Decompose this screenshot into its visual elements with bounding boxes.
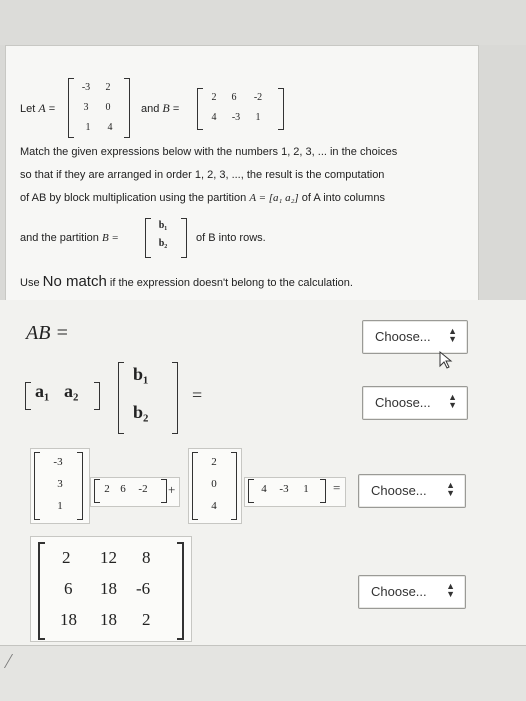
bracket-right [161, 479, 167, 503]
column-cell: 0 [211, 478, 217, 490]
matrix-cell: 8 [142, 548, 151, 567]
choice-select-label: Choose... [371, 483, 427, 498]
no-match-instruction: Use No match if the expression doesn't belong to the calculation. [20, 273, 353, 290]
select-arrows-icon: ▲ ▼ [448, 326, 457, 344]
bracket-right [177, 542, 184, 640]
bracket-left [68, 78, 74, 138]
matrix-b-cell: 1 [255, 112, 261, 123]
let-label: Let A = [20, 101, 56, 115]
row-cell: 4 [261, 483, 267, 495]
matrix-a-cell: -3 [81, 82, 91, 93]
bracket-left [25, 382, 31, 410]
matrix-a-cell: 4 [107, 122, 113, 133]
choice-select-label: Choose... [371, 584, 427, 599]
bottom-bar [0, 645, 526, 701]
bracket-right [94, 382, 100, 410]
matrix-cell: -6 [136, 579, 151, 598]
top-strip [0, 0, 526, 45]
choice-select-label: Choose... [375, 329, 431, 344]
choice-select-label: Choose... [375, 395, 431, 410]
row-cell: 6 [120, 483, 126, 495]
b-row: b₁ [158, 220, 168, 231]
matrix-cell: 18 [100, 579, 117, 598]
row-cell: -3 [279, 483, 289, 495]
expression-ab: AB = [26, 322, 69, 344]
bracket-left [34, 452, 40, 520]
mouse-pointer-icon [438, 350, 454, 375]
select-arrows-icon: ▲ ▼ [446, 480, 455, 498]
matrix-b-cell: 4 [211, 112, 217, 123]
equals-sign: = [192, 385, 203, 405]
column-cell: 4 [211, 500, 217, 512]
bracket-right [278, 88, 284, 130]
matrix-cell: 2 [142, 610, 151, 629]
matrix-b-cell: -2 [253, 92, 263, 103]
column-cell: 2 [211, 456, 217, 468]
bracket-left [248, 479, 254, 503]
bracket-right [181, 218, 187, 258]
column-cell: -3 [53, 456, 63, 468]
bracket-left [145, 218, 151, 258]
matrix-b-cell: 2 [211, 92, 217, 103]
instruction-line-4-pre: and the partition B = [20, 232, 119, 244]
matrix-a-cell: 3 [83, 102, 89, 113]
column-cell: 3 [57, 478, 63, 490]
matrix-cell: 18 [60, 610, 77, 629]
bracket-right [124, 78, 130, 138]
column-a2: a₂ [64, 381, 79, 401]
matrix-cell: 2 [62, 548, 71, 567]
row-b1: b₁ [133, 364, 149, 384]
row-cell: -2 [138, 483, 148, 495]
matrix-b-cell: -3 [231, 112, 241, 123]
row-cell: 1 [303, 483, 309, 495]
bracket-left [192, 452, 198, 520]
instruction-line-2: so that if they are arranged in order 1, 2, 3, ..., the result is the computation [20, 169, 385, 181]
instruction-line-4-post: of B into rows. [196, 232, 266, 244]
matrix-cell: 18 [100, 610, 117, 629]
choice-select-4[interactable] [358, 575, 466, 609]
row-cell: 2 [104, 483, 110, 495]
matrix-a-cell: 1 [85, 122, 91, 133]
equals-sign: = [333, 480, 341, 495]
choice-select-3[interactable] [358, 474, 466, 508]
bracket-left [197, 88, 203, 130]
choice-select-1[interactable] [362, 320, 468, 354]
matrix-a-cell: 0 [105, 102, 111, 113]
edge-mark [4, 654, 23, 668]
bracket-left [118, 362, 124, 434]
instruction-line-3: of AB by block multiplication using the partition A = [a₁ a₂] of A into columns [20, 192, 385, 204]
and-label: and B = [141, 101, 180, 115]
bracket-right [231, 452, 237, 520]
column-cell: 1 [57, 500, 63, 512]
bracket-right [77, 452, 83, 520]
column-a1: a₁ [35, 381, 50, 401]
bracket-left [38, 542, 45, 640]
bracket-right [172, 362, 178, 434]
row-b2: b₂ [133, 402, 149, 422]
plus-sign: + [168, 482, 176, 497]
matrix-cell: 6 [64, 579, 73, 598]
bracket-right [320, 479, 326, 503]
select-arrows-icon: ▲ ▼ [448, 392, 457, 410]
b-row: b₂ [158, 238, 168, 249]
instruction-line-1: Match the given expressions below with the numbers 1, 2, 3, ... in the choices [20, 146, 398, 158]
matrix-cell: 12 [100, 548, 117, 567]
matrix-a-cell: 2 [105, 82, 111, 93]
select-arrows-icon: ▲ ▼ [446, 581, 455, 599]
matrix-b-cell: 6 [231, 92, 237, 103]
choice-select-2[interactable] [362, 386, 468, 420]
